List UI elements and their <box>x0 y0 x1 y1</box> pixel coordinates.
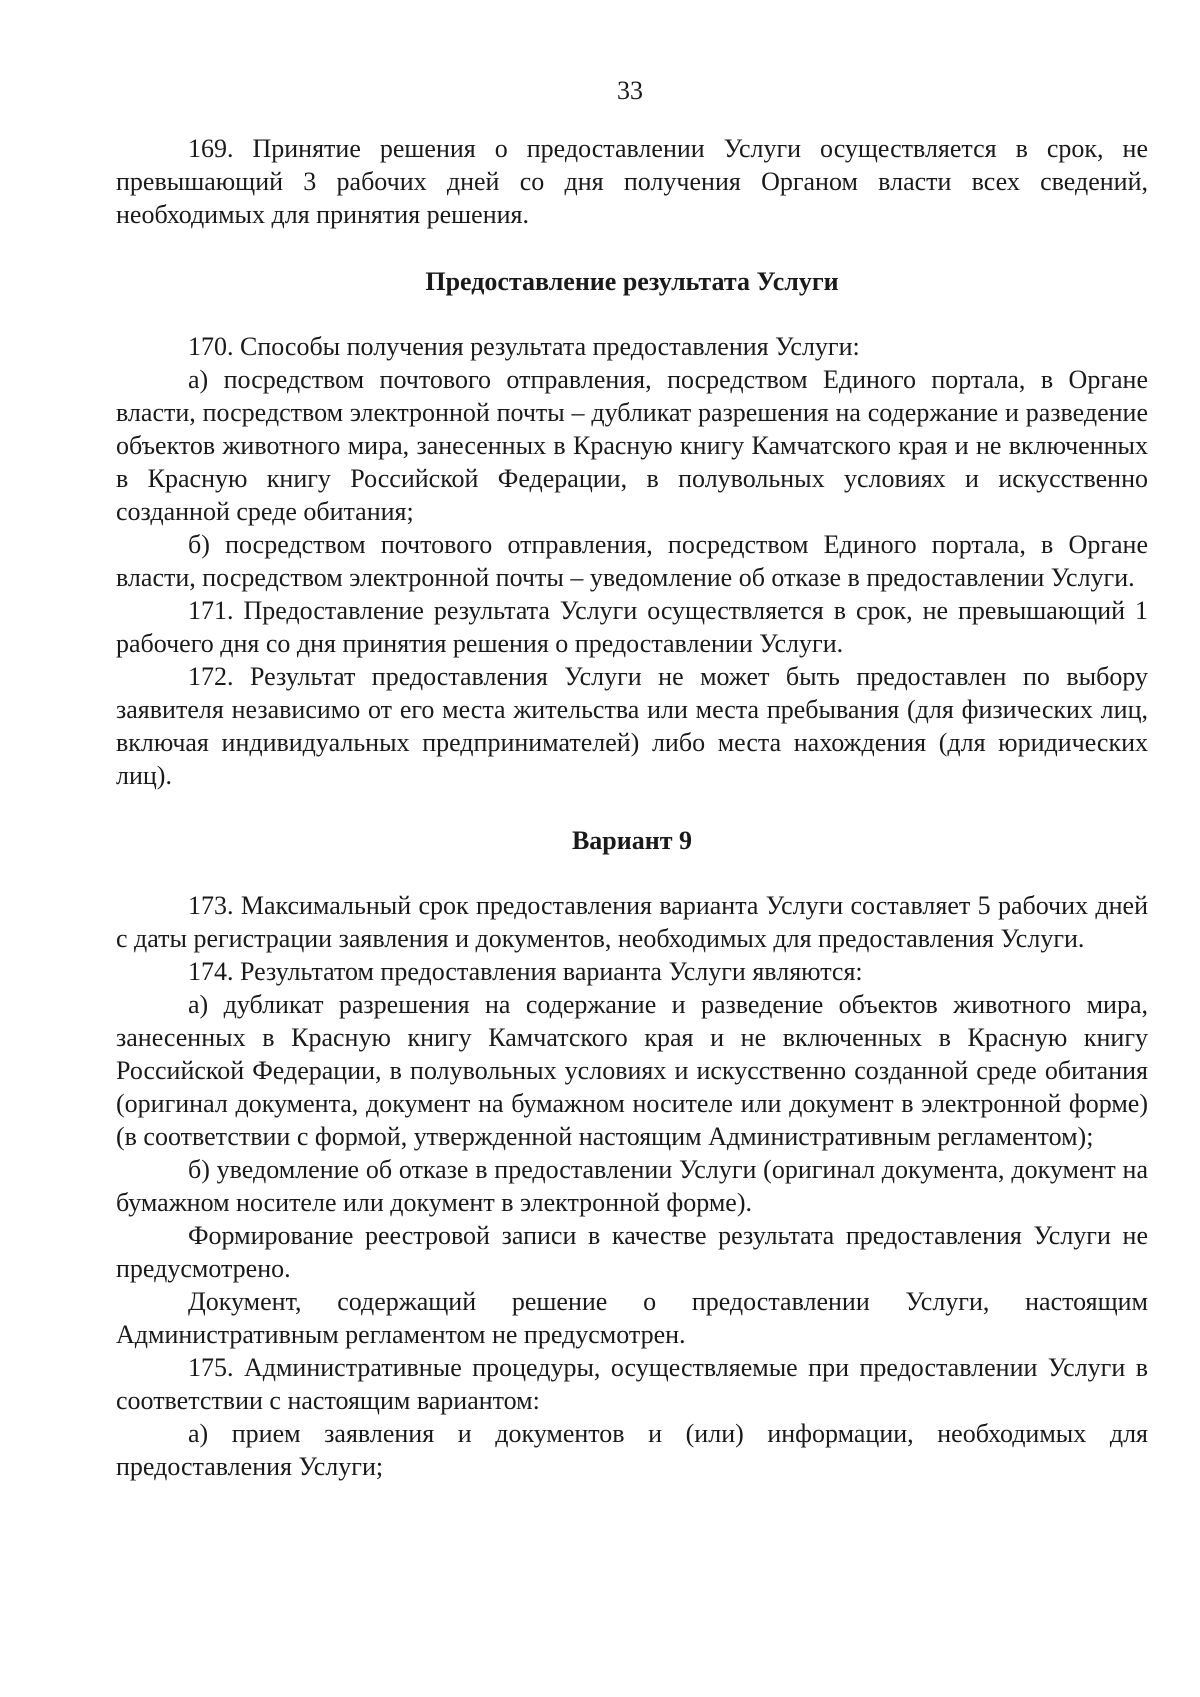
paragraph-169: 169. Принятие решения о предоставлении Услуги осуществляется в срок, не превышающий 3 рабочих дней со дня получения Органом власти всех сведений, необходимых для принятия решения. <box>116 134 1148 229</box>
document-body <box>116 132 1148 1483</box>
paragraph-170-a: а) посредством почтового отправления, посредством Единого портала, в Органе власти, посредством электронной почты – дубликат разрешения на содержание и разведение объектов животного мира, занесенных в Красную книгу Камчатского края и не включенных в Красную книгу Российской Федерации, в полувольных условиях и искусственно созданной среде обитания; <box>116 365 1148 526</box>
section-heading-result: Предоставление результата Услуги <box>425 267 839 296</box>
paragraph-174-b: б) уведомление об отказе в предоставлении Услуги (оригинал документа, документ на бумажном носителе или документ в электронной форме). <box>116 1155 1148 1217</box>
paragraph-174: 174. Результатом предоставления варианта Услуги являются: <box>188 957 863 986</box>
paragraph-decision-document: Документ, содержащий решение о предоставлении Услуги, настоящим Административным регламентом не предусмотрен. <box>116 1287 1148 1349</box>
paragraph-174-a: а) дубликат разрешения на содержание и разведение объектов животного мира, занесенных в Красную книгу Камчатского края и не включенных в Красную книгу Российской Федерации, в полувольных условиях и искусственно созданной среде обитания (оригинал документа, документ на бумажном носителе или документ в электронной форме) (в соответствии с формой, утвержденной настоящим Административным регламентом); <box>116 990 1148 1151</box>
paragraph-registry-record: Формирование реестровой записи в качестве результата предоставления Услуги не предусмотрено. <box>116 1221 1148 1283</box>
paragraph-173: 173. Максимальный срок предоставления варианта Услуги составляет 5 рабочих дней с даты регистрации заявления и документов, необходимых для предоставления Услуги. <box>116 891 1148 953</box>
paragraph-170-b: б) посредством почтового отправления, посредством Единого портала, в Органе власти, посредством электронной почты – уведомление об отказе в предоставлении Услуги. <box>116 530 1148 592</box>
paragraph-172: 172. Результат предоставления Услуги не может быть предоставлен по выбору заявителя независимо от его места жительства или места пребывания (для физических лиц, включая индивидуальных предпринимателей) либо места нахождения (для юридических лиц). <box>116 662 1148 790</box>
paragraph-170: 170. Способы получения результата предоставления Услуги: <box>188 332 860 361</box>
paragraph-175: 175. Административные процедуры, осуществляемые при предоставлении Услуги в соответствии с настоящим вариантом: <box>116 1353 1148 1415</box>
paragraph-175-a: а) прием заявления и документов и (или) информации, необходимых для предоставления Услуги; <box>116 1419 1148 1481</box>
page-number: 33 <box>617 76 643 105</box>
paragraph-171: 171. Предоставление результата Услуги осуществляется в срок, не превышающий 1 рабочего дня со дня принятия решения о предоставлении Услуги. <box>116 596 1148 658</box>
section-heading-variant-9: Вариант 9 <box>571 826 693 855</box>
